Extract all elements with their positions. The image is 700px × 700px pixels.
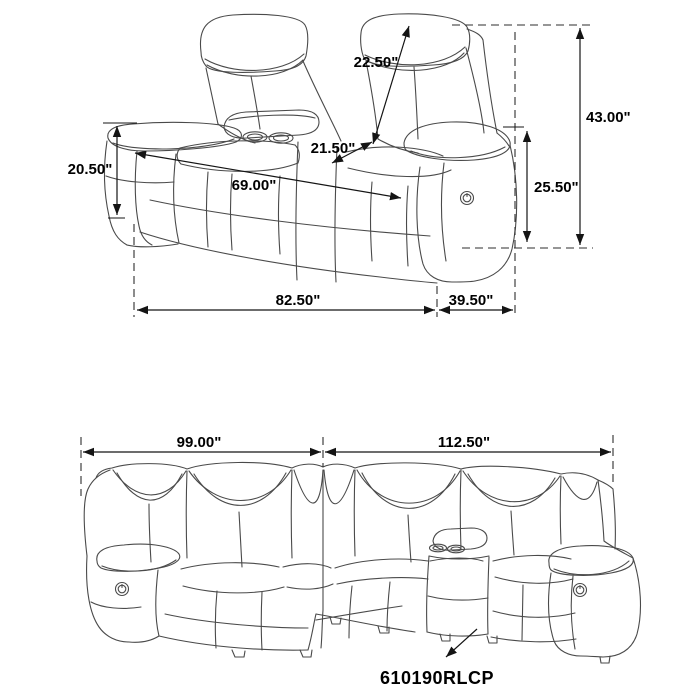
- dim-seat-depth: [311, 140, 372, 163]
- power-button-icon: [116, 583, 129, 596]
- dim-arrow-backrest: [373, 26, 409, 144]
- dim-label-left-section: 99.00": [176, 434, 222, 451]
- model-number-callout: [380, 629, 494, 688]
- power-button-icon: [574, 584, 587, 597]
- loveseat-right-arm: [404, 122, 517, 282]
- loveseat-diagram: [68, 14, 631, 317]
- power-button-icon: [461, 192, 474, 205]
- loveseat-right-back: [361, 14, 509, 153]
- sectional-right-arm: [549, 480, 641, 657]
- dim-label-interior-width: 69.00": [231, 177, 277, 194]
- dim-label-arm-height: 20.50": [67, 161, 113, 178]
- dim-overall-depth: [439, 292, 513, 310]
- dim-label-right-section: 112.50": [437, 434, 491, 451]
- model-leader-arrow: [446, 629, 477, 657]
- sectional-seats: [159, 558, 483, 650]
- dim-backrest-diagonal: [354, 26, 409, 144]
- dim-right-section-width: [325, 434, 611, 452]
- dim-label-seat-depth: 21.50": [310, 140, 356, 157]
- sectional-dimensions: [83, 434, 611, 688]
- sectional-console: [427, 528, 489, 636]
- dim-arm-to-base: [527, 131, 579, 242]
- dim-label-overall-height: 43.00": [586, 109, 631, 126]
- sectional-right-seat: [491, 555, 576, 641]
- loveseat-left-arm: [105, 122, 242, 246]
- dim-label-backrest: 22.50": [353, 54, 399, 71]
- dim-label-overall-width: 82.50": [275, 292, 321, 309]
- sectional-left-arm: [84, 470, 180, 642]
- dim-overall-height: [580, 28, 631, 245]
- loveseat-front-base: [140, 172, 437, 283]
- sectional-drawing: [84, 462, 640, 663]
- dim-interior-width: [135, 153, 401, 198]
- dim-label-overall-depth: 39.50": [448, 292, 494, 309]
- dim-arm-height: [68, 126, 117, 215]
- dim-label-arm-to-base: 25.50": [534, 179, 579, 196]
- loveseat-left-back: [200, 14, 341, 143]
- dim-left-section-width: [83, 434, 321, 452]
- model-number-label: 610190RLCP: [379, 668, 495, 688]
- sectional-diagram: [81, 434, 640, 688]
- dim-overall-width: [137, 292, 435, 310]
